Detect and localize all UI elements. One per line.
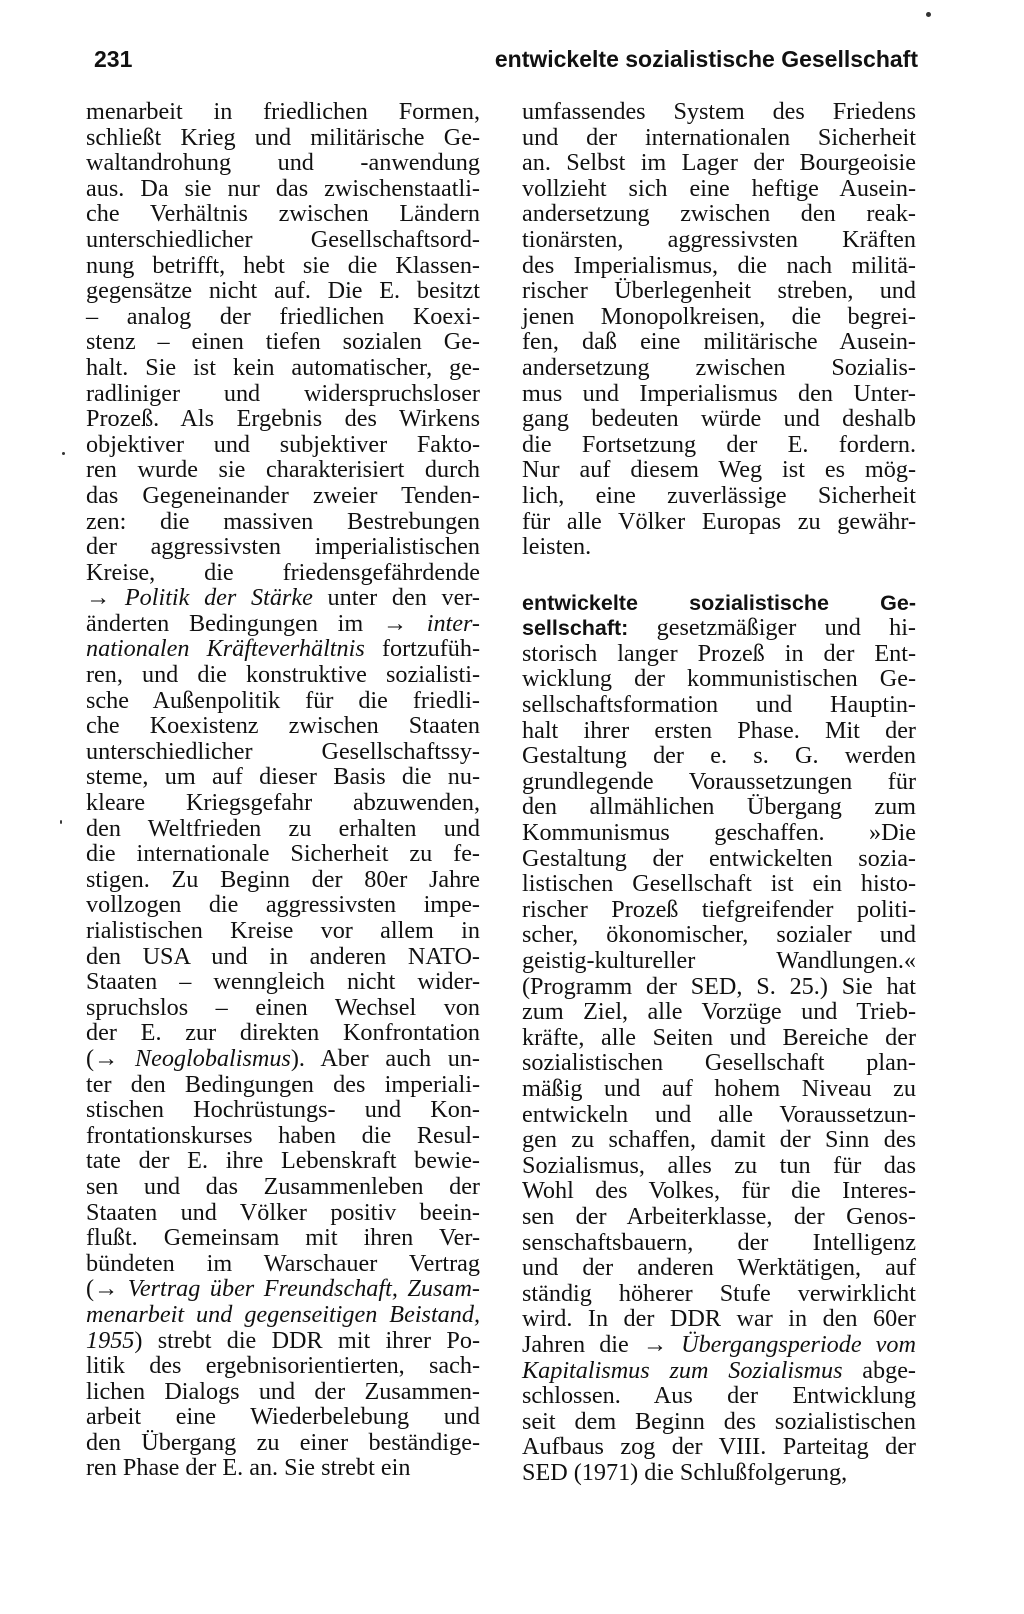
text-line: jenen Monopolkreisen, die begrei- <box>522 302 916 330</box>
text-line: kleare Kriegsgefahr abzuwenden, <box>86 789 480 817</box>
text-line: vollzogen die aggressivsten impe- <box>86 891 480 919</box>
text-line: spruchslos – einen Wechsel von <box>86 993 480 1021</box>
text-line: sellschaftsformation und Hauptin- <box>522 691 916 719</box>
text-line: Nur auf diesem Weg ist es mög- <box>522 456 916 484</box>
entry-headword: entwickelte sozialistische Ge- <box>522 590 916 615</box>
text-line: stigen. Zu Beginn der 80er Jahre <box>86 865 480 893</box>
text-line: ren, und die konstruktive sozialisti- <box>86 661 480 689</box>
text-line: für alle Völker Europas zu gewähr- <box>522 507 916 535</box>
text-line <box>86 1302 480 1328</box>
dictionary-entry <box>522 590 916 1486</box>
cross-reference: Vertrag über Freundschaft, Zusam- <box>127 1275 480 1303</box>
text-line: rialistischen Kreise vor allem in <box>86 917 480 944</box>
text-line: sozialistischen Gesellschaft plan- <box>522 1049 916 1077</box>
text-line: mäßig und auf hohem Niveau zu <box>522 1074 916 1102</box>
text-line: zum Ziel, alle Vorzüge und Trieb- <box>522 998 916 1026</box>
text-line: Aufbaus zog der VIII. Parteitag der <box>522 1433 916 1461</box>
text-fragment: fortzufüh- <box>364 635 480 663</box>
text-line: sen der Arbeiterklasse, der Genos- <box>522 1202 916 1230</box>
entry-first-line <box>522 615 916 641</box>
text-fragment: unter den ver- <box>312 584 480 612</box>
text-line <box>86 1046 480 1072</box>
text-line: nung betrifft, hebt sie die Klassen- <box>86 251 480 279</box>
text-line: Gestaltung der e. s. G. werden <box>522 742 916 770</box>
text-line: waltandrohung und -anwendung <box>86 149 480 177</box>
text-line <box>86 636 480 662</box>
text-line: unterschiedlicher Gesellschaftssy- <box>86 737 480 765</box>
text-line: bündeten im Warschauer Vertrag <box>86 1249 480 1277</box>
right-column-continuation <box>522 99 916 560</box>
text-line: radliniger und widerspruchsloser <box>86 379 480 407</box>
left-column <box>86 99 480 1481</box>
text-line: senschaftsbauern, der Intelligenz <box>522 1228 916 1256</box>
text-line: ter den Bedingungen des imperiali- <box>86 1070 480 1098</box>
text-line: sen und das Zusammenleben der <box>86 1172 480 1200</box>
text-line: ren Phase der E. an. Sie strebt ein <box>86 1454 411 1482</box>
text-line: geistig-kultureller Wandlungen.« <box>522 947 916 974</box>
text-line: vollzieht sich eine heftige Ausein- <box>522 174 916 202</box>
text-line: den Weltfrieden zu erhalten und <box>86 814 480 842</box>
text-line: che Verhältnis zwischen Ländern <box>86 200 480 228</box>
text-line: unterschiedlicher Gesellschaftsord- <box>86 225 480 253</box>
entry-headword-end: sellschaft: <box>522 616 629 641</box>
text-line: Kreise, die friedensgefährdende <box>86 558 480 586</box>
text-line: und der internationalen Sicherheit <box>522 123 916 151</box>
text-line: flußt. Gemeinsam mit ihren Ver- <box>86 1224 480 1252</box>
cross-reference: inter- <box>426 609 480 637</box>
text-line: storisch langer Prozeß in der Ent- <box>522 639 916 667</box>
text-line: fen, daß eine militärische Ausein- <box>522 328 916 356</box>
text-fragment: abge- <box>842 1356 916 1384</box>
text-line: rischer Prozeß tiefgreifender politi- <box>522 895 916 923</box>
entry-gap <box>522 560 916 590</box>
text-line: litik des ergebnisorientierten, sach- <box>86 1352 480 1380</box>
entry-headword-line <box>522 590 916 616</box>
text-line <box>86 585 480 611</box>
text-line <box>522 1332 916 1358</box>
text-line: mus und Imperialismus den Unter- <box>522 379 916 407</box>
text-line: die Fortsetzung der E. fordern. <box>522 430 916 458</box>
text-line: Staaten – wenngleich nicht wider- <box>86 968 480 996</box>
text-line <box>86 1328 480 1354</box>
cross-reference: menarbeit und gegenseitigen Beistand, <box>86 1300 480 1328</box>
text-line: che Koexistenz zwischen Staaten <box>86 712 480 740</box>
text-line: der aggressivsten imperialistischen <box>86 533 480 561</box>
cross-reference: nationalen Kräfteverhältnis <box>86 635 365 663</box>
cross-reference: Kapitalismus zum Sozialismus <box>522 1356 843 1384</box>
text-line <box>522 1358 916 1384</box>
text-line: lich, eine zuverlässige Sicherheit <box>522 481 916 509</box>
text-line: scher, ökonomischer, sozialer und <box>522 921 916 949</box>
text-line: tate der E. ihre Lebenskraft bewie- <box>86 1147 480 1175</box>
text-line: Sozialismus, alles zu tun für das <box>522 1151 916 1179</box>
text-line: SED (1971) die Schlußfolgerung, <box>522 1458 848 1486</box>
text-line: ren wurde sie charakterisiert durch <box>86 456 480 484</box>
text-line: den USA und in anderen NATO- <box>86 942 480 970</box>
text-line: arbeit eine Wiederbelebung und <box>86 1403 480 1431</box>
text-line: wird. In der DDR war in den 60er <box>522 1305 916 1333</box>
text-line: Wohl des Volkes, für die Interes- <box>522 1177 916 1205</box>
text-line: entwickeln und alle Voraussetzun- <box>522 1100 916 1128</box>
page-number: 231 <box>94 46 133 72</box>
text-line: lichen Dialogs und der Zusammen- <box>86 1377 480 1405</box>
text-line: das Gegeneinander zweier Tenden- <box>86 481 480 509</box>
text-line: halt. Sie ist kein automatischer, ge- <box>86 353 480 381</box>
right-column <box>522 99 916 1485</box>
text-fragment: (→ <box>86 1044 135 1072</box>
text-line: den allmählichen Übergang zum <box>522 793 916 821</box>
scan-speck <box>926 12 931 17</box>
text-line: gen zu schaffen, damit der Sinn des <box>522 1126 916 1154</box>
cross-reference: 1955 <box>86 1326 135 1354</box>
text-line: umfassendes System des Friedens <box>522 98 916 125</box>
text-fragment: Jahren die → <box>522 1330 682 1358</box>
text-line: des Imperialismus, die nach militä- <box>522 251 916 279</box>
text-line: Gestaltung der entwickelten sozia- <box>522 844 916 872</box>
text-line: gegensätze nicht auf. Die E. besitzt <box>86 277 480 305</box>
text-line: aus. Da sie nur das zwischenstaatli- <box>86 174 480 202</box>
text-line: sche Außenpolitik für die friedli- <box>86 686 480 714</box>
text-line: zen: die massiven Bestrebungen <box>86 507 480 535</box>
text-line: seit dem Beginn des sozialistischen <box>522 1407 916 1435</box>
text-line: stischen Hochrüstungs- und Kon- <box>86 1096 480 1124</box>
text-line: leisten. <box>522 533 592 561</box>
text-line: listischen Gesellschaft ist ein histo- <box>522 870 916 898</box>
running-header <box>94 46 918 73</box>
text-fragment: (→ <box>86 1275 128 1303</box>
text-line: an. Selbst im Lager der Bourgeoisie <box>522 149 916 177</box>
text-line <box>86 611 480 637</box>
text-line: ständig höherer Stufe verwirklicht <box>522 1279 916 1307</box>
text-line: gang bedeuten würde und deshalb <box>522 405 916 433</box>
text-line: wicklung der kommunistischen Ge- <box>522 665 916 693</box>
text-fragment: änderten Bedingungen im → <box>86 609 427 637</box>
text-line: der E. zur direkten Konfrontation <box>86 1019 480 1047</box>
cross-reference: Übergangsperiode vom <box>681 1330 916 1358</box>
text-line: kräfte, alle Seiten und Bereiche der <box>522 1023 916 1051</box>
text-line: (Programm der SED, S. 25.) Sie hat <box>522 972 916 1000</box>
scan-speck <box>62 452 65 455</box>
text-line <box>86 1276 480 1302</box>
text-line: stenz – einen tiefen sozialen Ge- <box>86 328 480 356</box>
cross-reference: Politik der Stärke <box>124 584 313 612</box>
text-line: – analog der friedlichen Koexi- <box>86 302 480 330</box>
text-line: andersetzung zwischen Sozialis- <box>522 353 916 381</box>
text-line: den Übergang zu einer beständige- <box>86 1428 480 1456</box>
text-line: Staaten und Völker positiv beein- <box>86 1198 480 1226</box>
text-line: schließt Krieg und militärische Ge- <box>86 123 480 151</box>
text-fragment: ). Aber auch un- <box>290 1044 480 1072</box>
text-line: rischer Überlegenheit streben, und <box>522 277 916 305</box>
text-line: halt ihrer ersten Phase. Mit der <box>522 716 916 744</box>
text-fragment: ) strebt die DDR mit ihrer Po- <box>134 1326 480 1354</box>
text-line: Prozeß. Als Ergebnis des Wirkens <box>86 405 480 433</box>
text-fragment: → <box>86 584 125 612</box>
running-head: entwickelte sozialistische Gesellschaft <box>494 46 918 72</box>
entry-first-line-text: gesetzmäßiger und hi- <box>628 614 916 642</box>
text-line: tionärsten, aggressivsten Kräften <box>522 225 916 253</box>
text-line: frontationskurses haben die Resul- <box>86 1121 480 1149</box>
text-line: andersetzung zwischen den reak- <box>522 200 916 228</box>
text-line: objektiver und subjektiver Fakto- <box>86 430 480 458</box>
entry-body <box>522 641 916 1486</box>
text-line: schlossen. Aus der Entwicklung <box>522 1382 916 1410</box>
text-line: Kommunismus geschaffen. »Die <box>522 819 916 847</box>
text-line: und der anderen Werktätigen, auf <box>522 1254 916 1282</box>
text-line: menarbeit in friedlichen Formen, <box>86 98 480 125</box>
text-line: steme, um auf dieser Basis die nu- <box>86 763 480 791</box>
text-line: die internationale Sicherheit zu fe- <box>86 840 480 868</box>
cross-reference: Neoglobalismus <box>134 1044 291 1072</box>
scan-speck <box>60 820 62 824</box>
text-line: grundlegende Voraussetzungen für <box>522 767 916 795</box>
